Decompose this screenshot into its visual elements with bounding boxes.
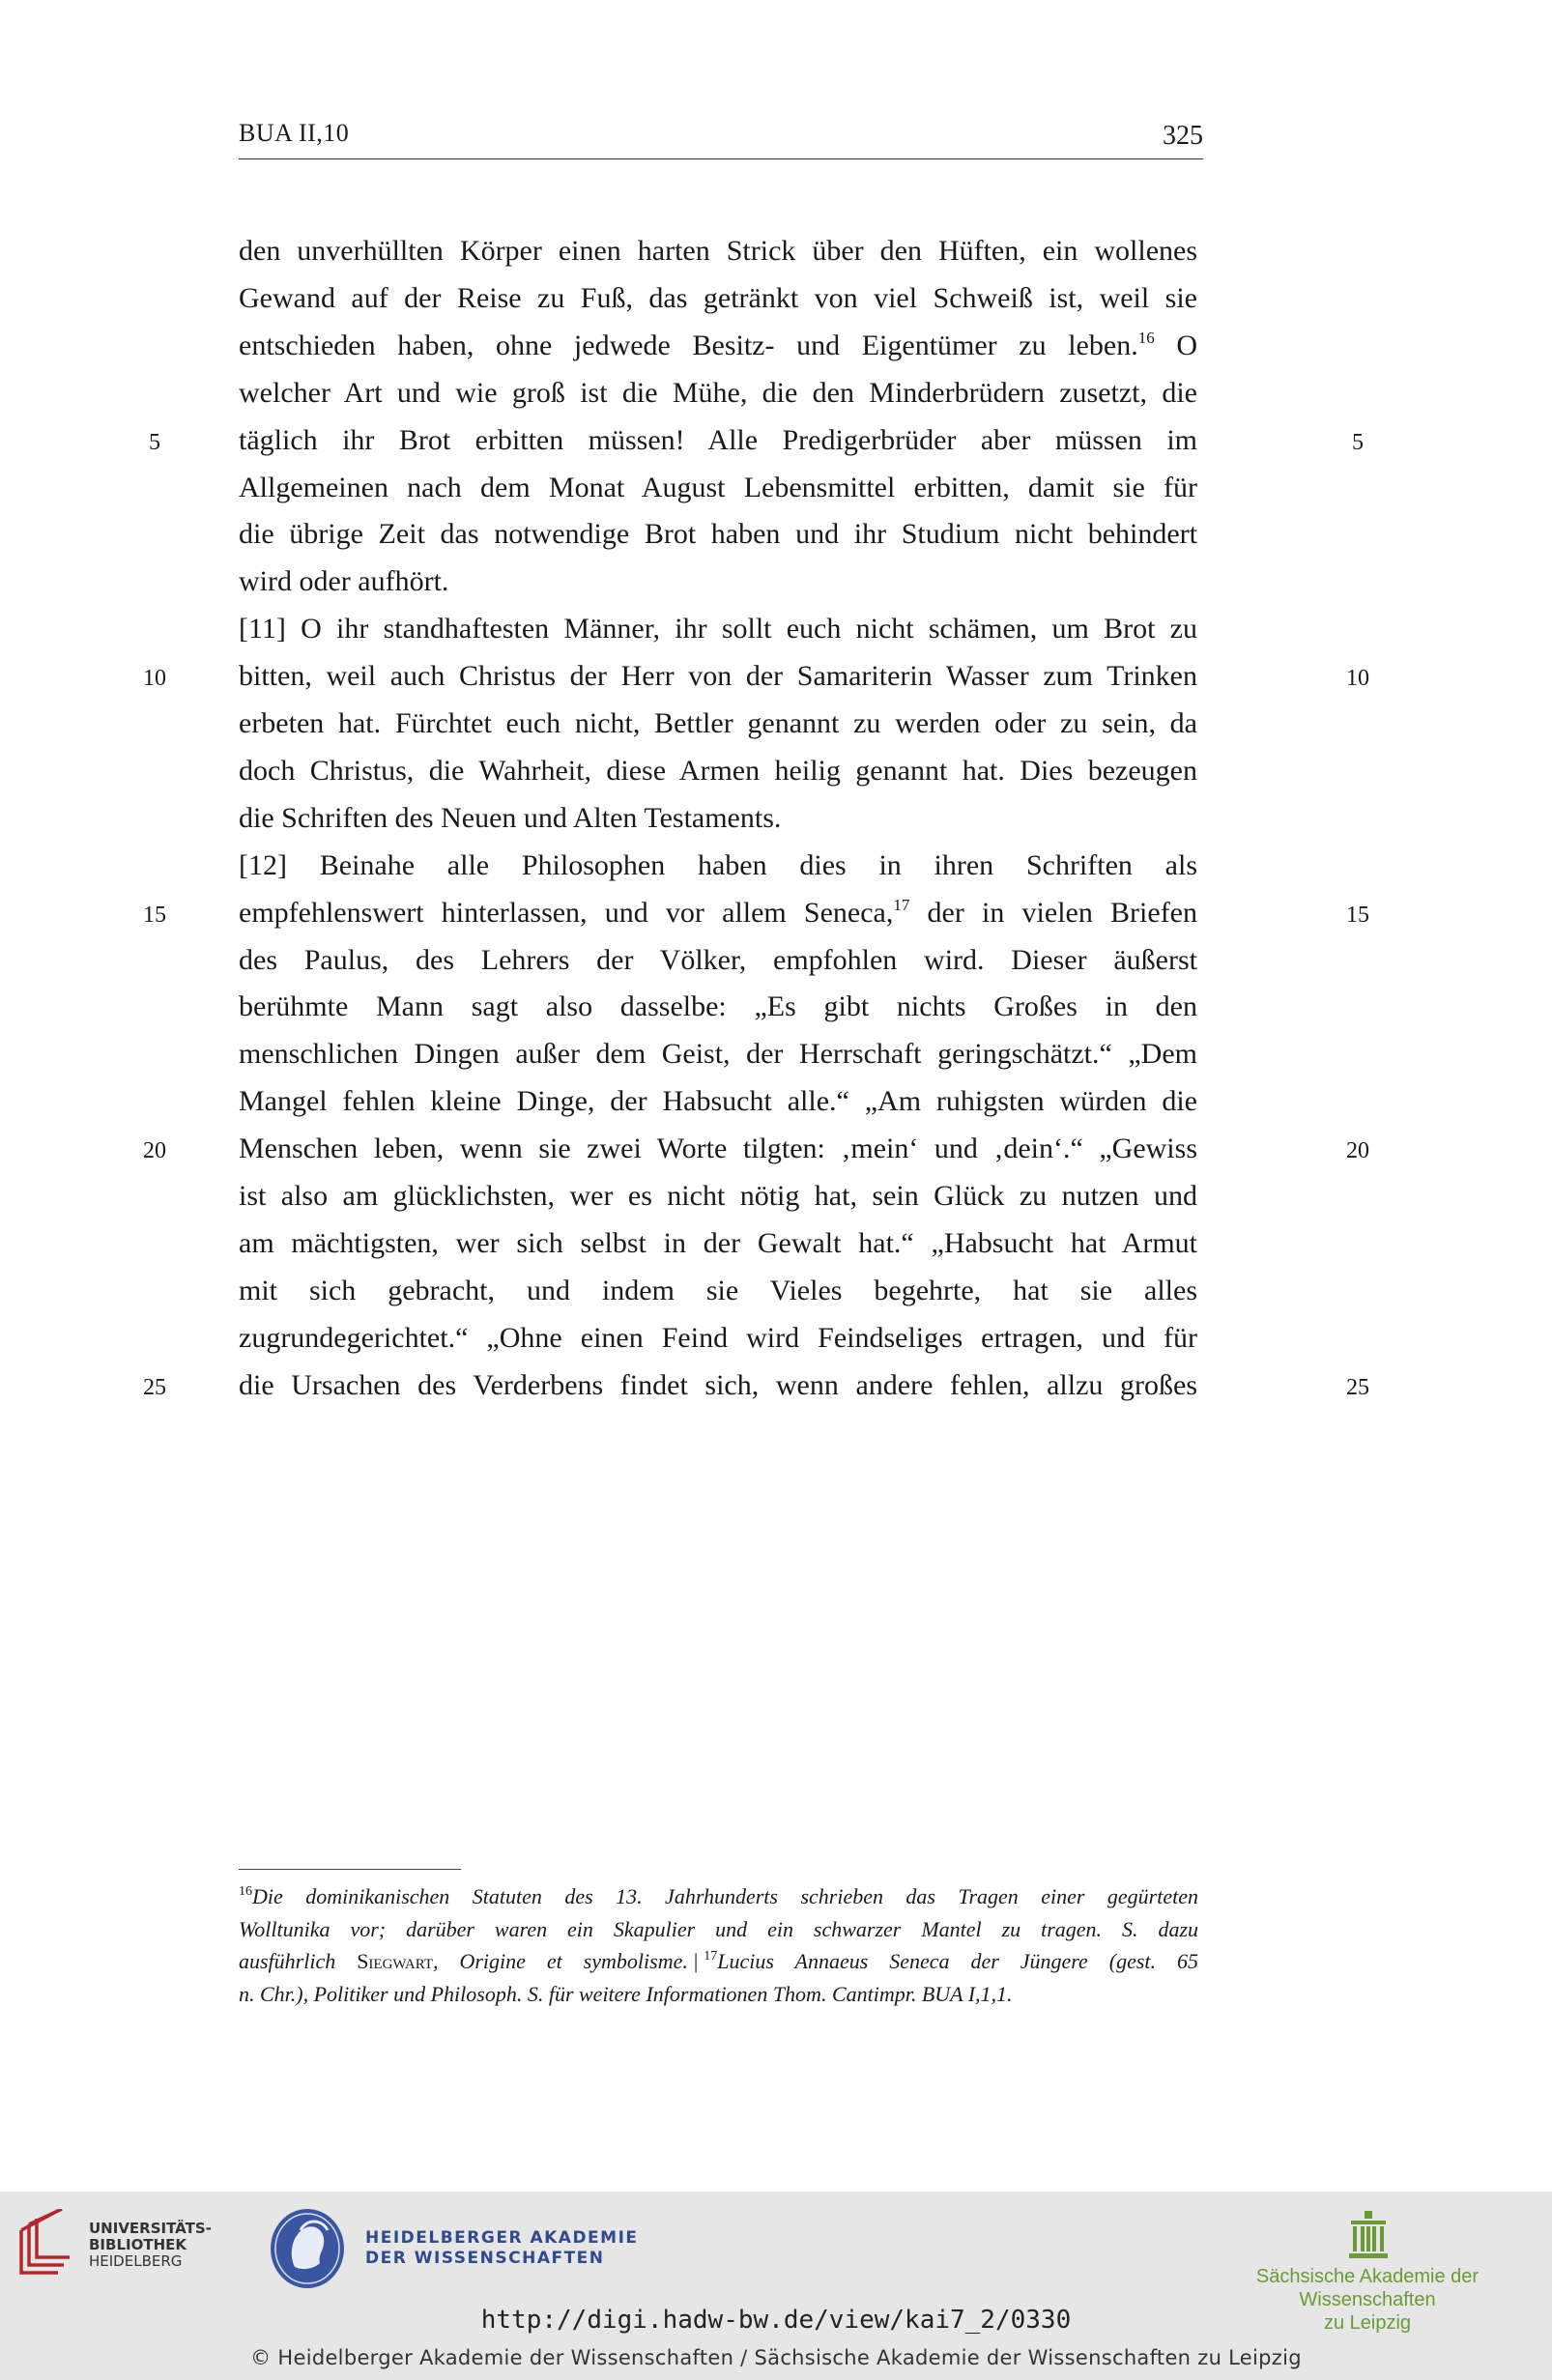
page-number: 325 <box>1163 121 1203 151</box>
line-number-right: 10 <box>1346 666 1369 692</box>
line-number-right: 25 <box>1346 1374 1369 1400</box>
text-segment: die übrige Zeit das notwendige Brot haben und ihr Studium nicht behindert <box>239 518 1197 551</box>
line-number-left: 25 <box>143 1374 166 1400</box>
ub-line-2: BIBLIOTHEK <box>89 2236 187 2253</box>
text-line <box>239 469 1197 507</box>
text-line <box>239 562 1197 601</box>
text-segment: Die dominikanischen Statuten des 13. Jahrhunderts schrieben das Tragen einer gegürteten <box>252 1884 1198 1908</box>
text-segment: , Origine et symbolisme. <box>433 1949 688 1973</box>
footnote-marker: 17 <box>893 895 910 914</box>
text-segment: menschlichen Dingen außer dem Geist, der Herrschaft geringschätzt.“ „Dem <box>239 1038 1197 1071</box>
text-segment: doch Christus, die Wahrheit, diese Armen heilig genannt hat. Dies bezeugen <box>239 754 1197 787</box>
footnote-line <box>239 1978 1198 2010</box>
footnote-marker: 17 <box>704 1949 718 1964</box>
footnote-line <box>239 1880 1198 1912</box>
footnote-marker: 16 <box>239 1884 252 1899</box>
text-line <box>239 374 1197 413</box>
line-number-right: 15 <box>1346 902 1369 928</box>
running-head-title: BUA II,10 <box>239 119 350 147</box>
text-segment: Gewand auf der Reise zu Fuß, das getränkt von viel Schweiß ist, weil sie <box>239 281 1197 314</box>
text-segment: entschieden haben, ohne jedwede Besitz- und Eigentümer zu leben. <box>239 329 1138 361</box>
text-segment: n. Chr.), Politiker und Philosoph. S. für weitere Informationen Thom. Cantimpr. BUA I,1,1. <box>239 1981 1013 2006</box>
hadw-logo-text <box>365 2228 639 2269</box>
text-segment: erbeten hat. Fürchtet euch nicht, Bettler genannt zu werden oder zu sein, da <box>239 707 1197 739</box>
text-segment: täglich ihr Brot erbitten müssen! Alle Predigerbrüder aber müssen im <box>239 423 1197 456</box>
text-line <box>239 421 1197 460</box>
text-line <box>239 941 1197 980</box>
text-line <box>239 515 1197 554</box>
text-segment: O <box>1154 329 1197 361</box>
copyright-notice: © Heidelberger Akademie der Wissenschaften / Sächsische Akademie der Wissenschaften zu Leipzig <box>250 2346 1302 2369</box>
text-line <box>239 752 1197 790</box>
footnote-line <box>239 1945 1198 1977</box>
text-segment: die Ursachen des Verderbens findet sich, wenn andere fehlen, allzu großes <box>239 1368 1197 1401</box>
ub-logo-text <box>89 2221 212 2270</box>
text-segment: Mangel fehlen kleine Dinge, der Habsucht alle.“ „Am ruhigsten würden die <box>239 1085 1197 1118</box>
ub-logo-icon <box>15 2209 83 2279</box>
text-segment: der in vielen Briefen <box>909 896 1198 929</box>
hadw-line-2: DER WISSENSCHAFTEN <box>365 2249 605 2268</box>
text-segment: | <box>693 1949 699 1973</box>
text-line <box>239 799 1197 838</box>
text-line <box>239 1082 1197 1121</box>
line-number-right: 5 <box>1352 429 1364 455</box>
text-line <box>239 1224 1197 1263</box>
saw-line-2: zu Leipzig <box>1323 2312 1412 2334</box>
text-segment: berühmte Mann sagt also dasselbe: „Es gibt nichts Großes in den <box>239 990 1197 1023</box>
text-line <box>239 232 1197 271</box>
text-line <box>239 704 1197 743</box>
text-line <box>239 1177 1197 1216</box>
text-segment: die Schriften des Neuen und Alten Testaments. <box>239 801 782 834</box>
text-segment: welcher Art und wie groß ist die Mühe, die den Minderbrüdern zusetzt, die <box>239 376 1197 409</box>
text-segment: ist also am glücklichsten, wer es nicht nötig hat, sein Glück zu nutzen und <box>239 1180 1197 1212</box>
footnote-rule <box>239 1869 461 1870</box>
hadw-line-1: HEIDELBERGER AKADEMIE <box>365 2228 639 2248</box>
text-line <box>239 846 1197 885</box>
line-number-left: 20 <box>143 1138 166 1164</box>
line-number-right: 20 <box>1346 1138 1369 1164</box>
text-segment: Lucius Annaeus Seneca der Jüngere (gest. 65 <box>717 1949 1199 1973</box>
text-segment: Wolltunika vor; darüber waren ein Skapulier und ein schwarzer Mantel zu tragen. S. dazu <box>239 1916 1198 1941</box>
text-segment: mit sich gebracht, und indem sie Vieles begehrte, hat sie alles <box>239 1274 1197 1306</box>
text-segment: [12] Beinahe alle Philosophen haben dies in ihren Schriften als <box>239 848 1197 881</box>
text-segment: zugrundegerichtet.“ „Ohne einen Feind wird Feindseliges ertragen, und für <box>239 1321 1197 1354</box>
text-segment: empfehlenswert hinterlassen, und vor allem Seneca, <box>239 896 894 929</box>
text-line <box>239 1035 1197 1074</box>
text-segment: [11] O ihr standhaftesten Männer, ihr sollt euch nicht schämen, um Brot zu <box>239 613 1197 645</box>
text-line <box>239 1366 1197 1405</box>
ub-line-1: UNIVERSITÄTS- <box>89 2220 212 2237</box>
text-segment: den unverhüllten Körper einen harten Strick über den Hüften, ein wollenes <box>239 235 1197 267</box>
footer-banner <box>0 2192 1552 2380</box>
text-line <box>239 1130 1197 1168</box>
text-segment: Allgemeinen nach dem Monat August Lebensmittel erbitten, damit sie für <box>239 471 1197 503</box>
text-segment: am mächtigsten, wer sich selbst in der Gewalt hat.“ „Habsucht hat Armut <box>239 1226 1197 1259</box>
text-line <box>239 894 1197 932</box>
text-line <box>239 327 1197 365</box>
text-line <box>239 988 1197 1026</box>
running-head <box>239 116 1203 159</box>
text-segment: bitten, weil auch Christus der Herr von der Samariterin Wasser zum Trinken <box>239 660 1197 693</box>
text-line <box>239 1272 1197 1310</box>
text-segment: Menschen leben, wenn sie zwei Worte tilgten: ‚mein‘ und ‚dein‘.“ „Gewiss <box>239 1133 1197 1165</box>
text-line <box>239 610 1197 648</box>
saw-building-icon <box>1347 2211 1390 2259</box>
permalink-url[interactable]: http://digi.hadw-bw.de/view/kai7_2/0330 <box>480 2306 1072 2335</box>
line-number-left: 10 <box>143 666 166 692</box>
text-line <box>239 657 1197 696</box>
text-segment: Siegwart <box>357 1949 434 1973</box>
line-number-left: 15 <box>143 902 166 928</box>
text-line <box>239 1319 1197 1358</box>
hadw-minerva-icon <box>268 2207 347 2290</box>
line-number-left: 5 <box>149 429 160 455</box>
saw-line-1: Sächsische Akademie der Wissenschaften <box>1255 2266 1480 2310</box>
text-line <box>239 279 1197 318</box>
footnote-line <box>239 1913 1198 1945</box>
text-segment: ausführlich <box>239 1949 358 1973</box>
ub-line-3: HEIDELBERG <box>89 2252 183 2270</box>
text-segment: wird oder aufhört. <box>239 565 449 598</box>
footnote-marker: 16 <box>1137 328 1155 347</box>
text-segment: des Paulus, des Lehrers der Völker, empfohlen wird. Dieser äußerst <box>239 943 1197 976</box>
